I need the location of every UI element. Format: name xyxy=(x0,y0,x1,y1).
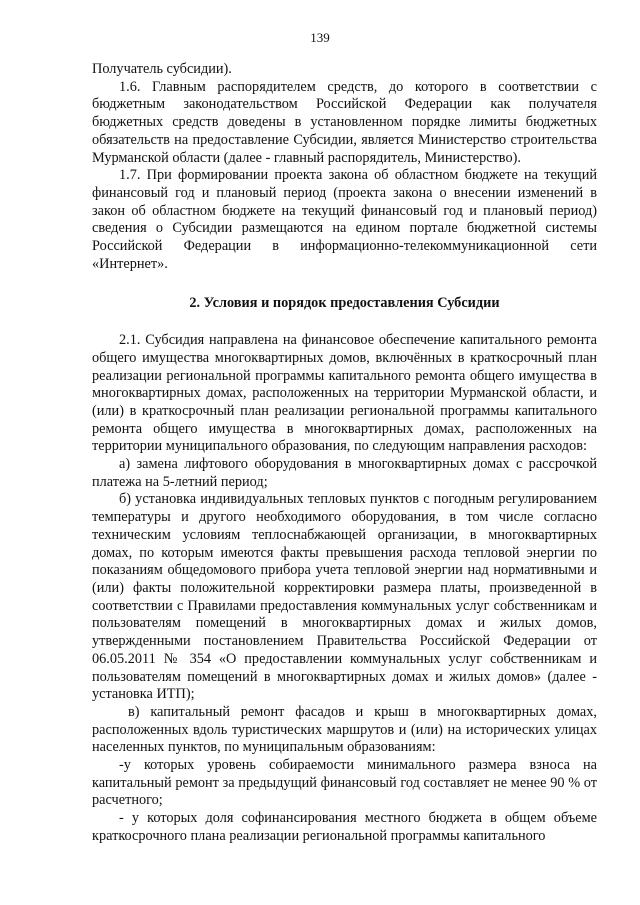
list-item-v: в) капитальный ремонт фасадов и крыш в многоквартирных домах, расположенных вдоль туристических маршрутов и (или) на исторических улицах населенных пунктов, по муниципальным образованиям: xyxy=(92,703,597,756)
dash-item-cofinancing: - у которых доля софинансирования местного бюджета в общем объеме краткосрочного плана реализации региональной программы капитального xyxy=(92,810,597,844)
paragraph-1-6: 1.6. Главным распорядителем средств, до которого в соответствии с бюджетным законодательством Российской Федерации как получателя бюджетных средств доведены в установленном порядке лимиты бюджетных обязательств на предоставление Субсидии, является Министерство строительства Мурманской области (далее - главный распорядитель, Министерство). xyxy=(92,78,597,166)
list-item-a: а) замена лифтового оборудования в многоквартирных домах с рассрочкой платежа на 5-летний период; xyxy=(92,456,597,490)
document-body xyxy=(92,61,597,846)
paragraph-1-7: 1.7. При формировании проекта закона об областном бюджете на текущий финансовый год и плановый период (проекта закона о внесении изменений в закон об областном бюджете на текущий финансовый год и плановый период) сведения о Субсидии размещаются на едином портале бюджетной системы Российской Федерации в информационно-телекоммуникационной сети «Интернет». xyxy=(92,167,597,272)
paragraph: Получатель субсидии). xyxy=(92,61,232,77)
list-item-b: б) установка индивидуальных тепловых пунктов с погодным регулированием температуры и другого необходимого оборудования, в том числе согласно техническим условиям теплоснабжающей организации, в многоквартирных домах, по которым имеются факты превышения расхода тепловой энергии по показаниям общедомового прибора учета тепловой энергии над нормативными и (или) факты положительной корректировки размера платы, произведенной в соответствии с Правилами предоставления коммунальных услуг собственникам и пользователям помещений в многоквартирных домах и жилых домов, утвержденными постановлением Правительства Российской Федерации от 06.05.2011 № 354 «О предоставлении коммунальных услуг собственникам и пользователям помещений в многоквартирных домах и жилых домов» (далее - установка ИТП); xyxy=(92,491,597,703)
dash-item-collection: -у которых уровень собираемости минимального размера взноса на капитальный ремонт за предыдущий финансовый год составляет не менее 90 % от расчетного; xyxy=(92,757,597,809)
paragraph-2-1: 2.1. Субсидия направлена на финансовое обеспечение капитального ремонта общего имущества многоквартирных домов, включённых в краткосрочный план реализации региональной программы капитального ремонта общего имущества в многоквартирных домах, расположенных на территории Мурманской области, и (или) в краткосрочный план реализации региональной программы капитального ремонта общего имущества в многоквартирных домах, расположенных на территории муниципального образования, по следующим направления расходов: xyxy=(92,332,597,455)
page-number: 139 xyxy=(310,30,330,45)
section-heading: 2. Условия и порядок предоставления Субсидии xyxy=(189,295,500,312)
